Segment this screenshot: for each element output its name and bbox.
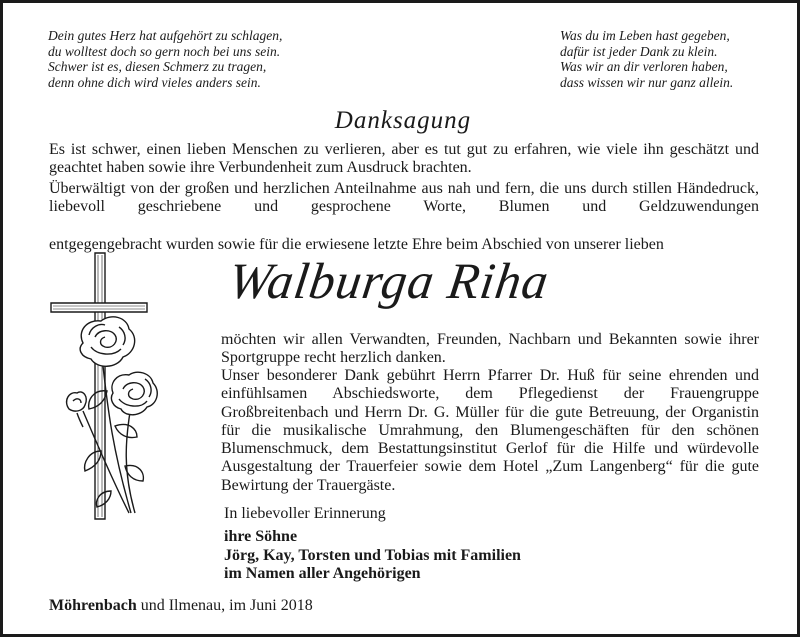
place-date bbox=[49, 597, 313, 615]
poem-line: Dein gutes Herz hat aufgehört zu schlagen, bbox=[48, 28, 283, 43]
paragraph-special-thanks: Unser besonderer Dank gebührt Herrn Pfarrer Dr. Huß für seine ehrenden und einfühlsamen Abschiedsworte, dem Pflegedienst der Frauengruppe Großbreitenbach und Herrn Dr. G. Müller für die gute Betreuung, der Organistin für die musikalische Umrahmung, den Blumengeschäften für den schönen Blumenschmuck, dem Bestattungsinstitut Gerlof für die Hilfe und würdevolle Ausgestaltung der Trauerfeier sowie dem Hotel „Zum Langenberg“ für die gute Bewirtung der Trauergäste. bbox=[221, 367, 759, 494]
heading-danksagung: Danksagung bbox=[334, 107, 472, 134]
cross-roses-icon bbox=[43, 251, 173, 546]
poem-line: denn ohne dich wird vieles anders sein. bbox=[48, 74, 261, 90]
poem-line: du wolltest doch so gern noch bei uns sein. bbox=[48, 43, 281, 59]
poem-line: Was wir an dir verloren haben, bbox=[560, 59, 728, 74]
poem-right bbox=[560, 28, 733, 90]
place-date-text: und Ilmenau, im Juni 2018 bbox=[136, 597, 313, 614]
signers bbox=[224, 528, 521, 584]
signer-line: ihre Söhne bbox=[224, 528, 298, 545]
poem-line: dafür ist jeder Dank zu klein. bbox=[560, 43, 718, 59]
paragraph-intro: Es ist schwer, einen lieben Menschen zu verlieren, aber es tut gut zu erfahren, wie viele ihn geschätzt und geachtet haben sowie ihre Verbundenheit zum Ausdruck brachten. bbox=[49, 141, 759, 177]
regards-line: In liebevoller Erinnerung bbox=[224, 505, 386, 522]
poem-left bbox=[48, 28, 282, 90]
signer-line: Jörg, Kay, Torsten und Tobias mit Familien bbox=[224, 546, 521, 564]
paragraph-thanks: möchten wir allen Verwandten, Freunden, Nachbarn und Bekannten sowie ihrer Sportgruppe recht herzlich danken. bbox=[221, 331, 759, 367]
deceased-name: Walburga Riha bbox=[225, 254, 553, 310]
paragraph-gratitude: Überwältigt von der großen und herzlichen Anteilnahme aus nah und fern, die uns durch stillen Händedruck, liebevoll geschriebene und gesprochene Worte, Blumen und Geldzuwendungen bbox=[49, 180, 759, 216]
poem-line: Schwer ist es, diesen Schmerz zu tragen, bbox=[48, 59, 267, 74]
signer-line: im Namen aller Angehörigen bbox=[224, 565, 421, 582]
paragraph-gratitude-end: entgegengebracht wurden sowie für die erwiesene letzte Ehre beim Abschied von unserer lieben bbox=[49, 236, 664, 253]
place-name: Möhrenbach bbox=[49, 597, 137, 614]
poem-line: Was du im Leben hast gegeben, bbox=[560, 28, 730, 43]
poem-line: dass wissen wir nur ganz allein. bbox=[560, 74, 734, 90]
